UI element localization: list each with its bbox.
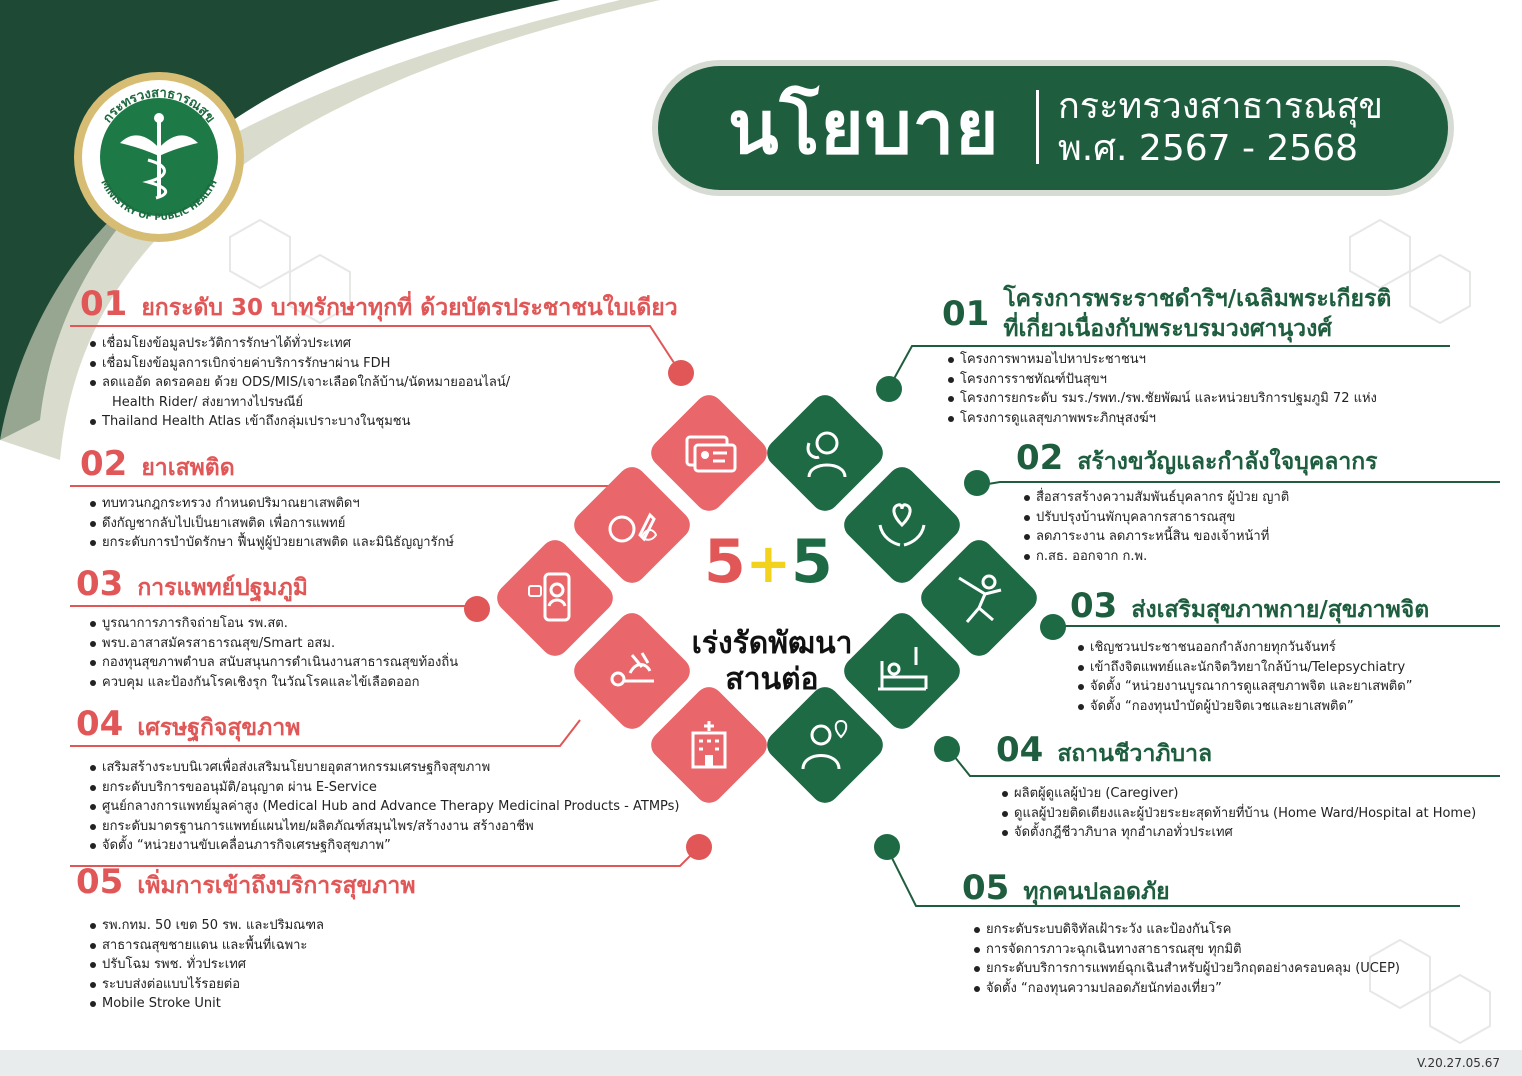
version-label: V.20.27.05.67 bbox=[1417, 1056, 1500, 1070]
section-number: 01 bbox=[80, 284, 128, 324]
list-item: สาธารณสุขชายแดน และพื้นที่เฉพาะ bbox=[88, 936, 324, 956]
list-item: สื่อสารสร้างความสัมพันธ์บุคลากร ผู้ป่วย ญาติ bbox=[1022, 488, 1289, 508]
section-number: 03 bbox=[1070, 586, 1118, 626]
section-number: 01 bbox=[942, 294, 990, 334]
hospital-icon bbox=[679, 715, 739, 775]
list-item: ดูแลผู้ป่วยติดเตียงและผู้ป่วยระยะสุดท้ายที่บ้าน (Home Ward/Hospital at Home) bbox=[1000, 804, 1476, 824]
right-section-01-list bbox=[946, 350, 1377, 428]
list-item: กองทุนสุขภาพตำบล สนับสนุนการดำเนินงานสาธารณสุขท้องถิ่น bbox=[88, 653, 458, 673]
section-number: 04 bbox=[996, 730, 1044, 770]
list-item: จัดตั้ง “หน่วยงานบูรณาการดูแลสุขภาพจิต และยาเสพติด” bbox=[1076, 677, 1412, 697]
list-item: เสริมสร้างระบบนิเวศเพื่อส่งเสริมนโยบายอุตสาหกรรมเศรษฐกิจสุขภาพ bbox=[88, 758, 680, 778]
massage-icon bbox=[602, 641, 662, 701]
five-left: 5 bbox=[704, 527, 746, 597]
list-item: โครงการราชทัณฑ์ปันสุขฯ bbox=[946, 370, 1377, 390]
list-item: ทบทวนกฎกระทรวง กำหนดปริมาณยาเสพติดฯ bbox=[88, 494, 454, 514]
section-number: 02 bbox=[80, 444, 128, 484]
logo-text-bottom: MINISTRY OF PUBLIC HEALTH bbox=[98, 178, 220, 224]
list-item: ปรับปรุงบ้านพักบุคลากรสาธารณสุข bbox=[1022, 508, 1289, 528]
section-number: 05 bbox=[76, 862, 124, 902]
left-section-01-list bbox=[88, 334, 510, 432]
left-section-01-header bbox=[80, 284, 678, 326]
list-item: จัดตั้งกฎีชีวาภิบาล ทุกอำเภอทั่วประเทศ bbox=[1000, 823, 1476, 843]
section-title: ส่งเสริมสุขภาพกาย/สุขภาพจิต bbox=[1131, 597, 1430, 623]
section-number: 04 bbox=[76, 704, 124, 744]
section-title: เพิ่มการเข้าถึงบริการสุขภาพ bbox=[137, 873, 416, 899]
right-section-02-header bbox=[1016, 438, 1378, 480]
right-section-02-list bbox=[1022, 488, 1289, 566]
list-item: ควบคุม และป้องกันโรคเชิงรุก ในวัณโรคและไข้เลือดออก bbox=[88, 673, 458, 693]
plus-sign: + bbox=[745, 532, 791, 595]
list-item: เชิญชวนประชาชนออกกำลังกายทุกวันจันทร์ bbox=[1076, 638, 1412, 658]
list-item: ลดแออัด ลดรอคอย ด้วย ODS/MIS/เจาะเลือดใกล้บ้าน/นัดหมายออนไลน์/ bbox=[88, 373, 510, 393]
list-item: ยกระดับบริการการแพทย์ฉุกเฉินสำหรับผู้ป่วยวิกฤตอย่างครอบคลุม (UCEP) bbox=[972, 959, 1400, 979]
right-section-03-list bbox=[1076, 638, 1412, 716]
title-years: พ.ศ. 2567 - 2568 bbox=[1058, 128, 1359, 169]
connector-dot-right-04 bbox=[934, 736, 960, 762]
left-section-05-list bbox=[88, 916, 324, 1014]
list-item: Health Rider/ ส่งยาทางไปรษณีย์ bbox=[112, 394, 304, 410]
list-item: พรบ.อาสาสมัครสาธารณสุข/Smart อสม. bbox=[88, 634, 458, 654]
center-slogan-1: เร่งรัดพัฒนา bbox=[691, 626, 853, 661]
page-title: นโยบาย bbox=[728, 85, 1000, 171]
connector-dot-right-01 bbox=[876, 376, 902, 402]
list-item: โครงการพาหมอไปหาประชาชนฯ bbox=[946, 350, 1377, 370]
left-section-03-header bbox=[76, 564, 308, 606]
list-item: ยกระดับบริการขออนุมัติ/อนุญาต ผ่าน E-Service bbox=[88, 778, 680, 798]
cannabis-pill-icon bbox=[602, 495, 662, 555]
list-item: ระบบส่งต่อแบบไร้รอยต่อ bbox=[88, 975, 324, 995]
list-item: ยกระดับมาตรฐานการแพทย์แผนไทย/ผลิตภัณฑ์สมุนไพร/สร้างงาน สร้างอาชีพ bbox=[88, 817, 680, 837]
section-number: 02 bbox=[1016, 438, 1064, 478]
list-item: จัดตั้ง “กองทุนบำบัดผู้ป่วยจิตเวชและยาเสพติด” bbox=[1076, 697, 1412, 717]
connector-dot-left-03 bbox=[464, 596, 490, 622]
safety-person-icon bbox=[795, 715, 855, 775]
right-section-04-list bbox=[1000, 784, 1476, 843]
list-item: ปรับโฉม รพช. ทั่วประเทศ bbox=[88, 955, 324, 975]
heart-hands-icon bbox=[872, 495, 932, 555]
right-section-05-list bbox=[972, 920, 1400, 998]
title-ministry: กระทรวงสาธารณสุข bbox=[1058, 86, 1384, 127]
list-item: ศูนย์กลางการแพทย์มูลค่าสูง (Medical Hub and Advance Therapy Medicinal Products - ATMPs) bbox=[88, 797, 680, 817]
center-slogan-2: สานต่อ bbox=[725, 662, 819, 697]
right-section-01-header bbox=[942, 284, 1391, 344]
list-item: การจัดการภาวะฉุกเฉินทางสาธารณสุข ทุกมิติ bbox=[972, 940, 1400, 960]
list-item: โครงการยกระดับ รมร./รพท./รพ.ชัยพัฒน์ และหน่วยบริการปฐมภูมิ 72 แห่ง bbox=[946, 389, 1377, 409]
section-title: ยกระดับ 30 บาทรักษาทุกที่ ด้วยบัตรประชาชนใบเดียว bbox=[141, 295, 678, 321]
section-number: 05 bbox=[962, 868, 1010, 908]
telemedicine-icon bbox=[525, 568, 585, 628]
section-title: การแพทย์ปฐมภูมิ bbox=[137, 575, 308, 601]
connector-dot-right-02 bbox=[964, 470, 990, 496]
left-section-03-list bbox=[88, 614, 458, 692]
doctor-icon bbox=[795, 423, 855, 483]
left-section-02-list bbox=[88, 494, 454, 553]
left-section-02-header bbox=[80, 444, 235, 486]
list-item: โครงการดูแลสุขภาพพระภิกษุสงฆ์ฯ bbox=[946, 409, 1377, 429]
list-item: เชื่อมโยงข้อมูลการเบิกจ่ายค่าบริการรักษาผ่าน FDH bbox=[88, 354, 510, 374]
connector-dot-right-03 bbox=[1040, 614, 1066, 640]
list-item: ยกระดับการบำบัดรักษา ฟื้นฟูผู้ป่วยยาเสพติด และมินิธัญญารักษ์ bbox=[88, 533, 454, 553]
exercise-icon bbox=[949, 568, 1009, 628]
list-item: จัดตั้ง “หน่วยงานขับเคลื่อนภารกิจเศรษฐกิจสุขภาพ” bbox=[88, 836, 680, 856]
list-item: Thailand Health Atlas เข้าถึงกลุ่มเปราะบางในชุมชน bbox=[88, 412, 510, 432]
section-title: สถานชีวาภิบาล bbox=[1057, 741, 1213, 767]
section-title: ทุกคนปลอดภัย bbox=[1023, 879, 1170, 905]
logo-text-top: กระทรวงสาธารณสุข bbox=[100, 85, 218, 126]
five-plus-five bbox=[704, 527, 833, 597]
list-item: Mobile Stroke Unit bbox=[88, 994, 324, 1014]
list-item: บูรณาการภารกิจถ่ายโอน รพ.สต. bbox=[88, 614, 458, 634]
right-section-05-header bbox=[962, 868, 1170, 910]
list-item: เข้าถึงจิตแพทย์และนักจิตวิทยาใกล้บ้าน/Telepsychiatry bbox=[1076, 658, 1412, 678]
list-item: ลดภาระงาน ลดภาระหนี้สิน ของเจ้าหน้าที่ bbox=[1022, 527, 1289, 547]
list-item: ผลิตผู้ดูแลผู้ป่วย (Caregiver) bbox=[1000, 784, 1476, 804]
left-section-05-header bbox=[76, 862, 416, 904]
connector-dot-right-05 bbox=[874, 834, 900, 860]
section-title: สร้างขวัญและกำลังใจบุคลากร bbox=[1077, 449, 1378, 475]
right-section-04-header bbox=[996, 730, 1212, 772]
id-card-icon bbox=[679, 423, 739, 483]
list-item: จัดตั้ง “กองทุนความปลอดภัยนักท่องเที่ยว” bbox=[972, 979, 1400, 999]
section-title-line1: โครงการพระราชดำริฯ/เฉลิมพระเกียรติ bbox=[1003, 286, 1392, 312]
list-item: รพ.กทม. 50 เขต 50 รพ. และปริมณฑล bbox=[88, 916, 324, 936]
left-section-04-list bbox=[88, 758, 680, 856]
connector-dot-left-05 bbox=[686, 834, 712, 860]
list-item: ก.สธ. ออกจาก ก.พ. bbox=[1022, 547, 1289, 567]
connector-dot-left-01 bbox=[668, 360, 694, 386]
section-title: ยาเสพติด bbox=[141, 455, 235, 481]
hospital-bed-icon bbox=[872, 641, 932, 701]
left-section-04-header bbox=[76, 704, 300, 746]
section-title: เศรษฐกิจสุขภาพ bbox=[137, 715, 301, 741]
section-title-line2: ที่เกี่ยวเนื่องกับพระบรมวงศานุวงศ์ bbox=[1003, 316, 1332, 342]
right-section-03-header bbox=[1070, 586, 1429, 628]
list-item: ดึงกัญชากลับไปเป็นยาเสพติด เพื่อการแพทย์ bbox=[88, 514, 454, 534]
five-right: 5 bbox=[791, 527, 833, 597]
section-number: 03 bbox=[76, 564, 124, 604]
list-item: เชื่อมโยงข้อมูลประวัติการรักษาได้ทั่วประเทศ bbox=[88, 334, 510, 354]
list-item: ยกระดับระบบดิจิทัลเฝ้าระวัง และป้องกันโรค bbox=[972, 920, 1400, 940]
